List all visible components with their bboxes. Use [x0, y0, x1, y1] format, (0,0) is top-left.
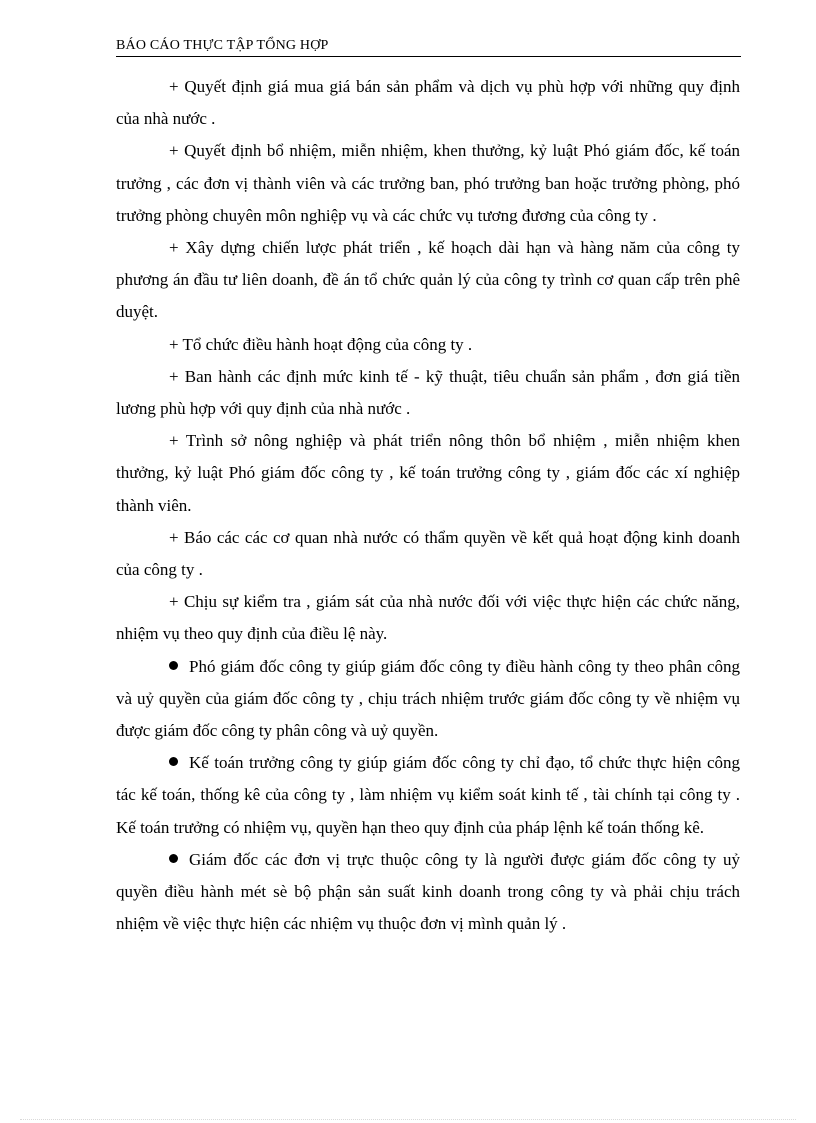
- paragraph-operations: + Tổ chức điều hành hoạt động của công ty .: [169, 334, 473, 354]
- bullet-text: Giám đốc các đơn vị trực thuộc công ty là người được giám đốc công ty uỷ quyền điều hành mét sè bộ phận sản suất kinh doanh trong công ty và phải chịu trách nhiệm về việc thực hiện các nhiệm vụ thuộc đơn vị mình quản lý .: [116, 849, 740, 934]
- paragraph-submission: + Trình sở nông nghiệp và phát triển nông thôn bổ nhiệm , miễn nhiệm khen thưởng, kỷ luật Phó giám đốc công ty , kế toán trưởng công ty , giám đốc các xí nghiệp thành viên.: [116, 431, 740, 515]
- bullet-text: Kế toán trưởng công ty giúp giám đốc công ty chỉ đạo, tổ chức thực hiện công tác kế toán, thống kê của công ty , làm nhiệm vụ kiểm soát kinh tế , tài chính tại công ty . Kế toán trưởng có nhiệm vụ, quyền hạn theo quy định của pháp lệnh kế toán thống kê.: [116, 753, 740, 837]
- paragraph-strategy: + Xây dựng chiến lược phát triển , kế hoạch dài hạn và hàng năm của công ty phương án đầu tư liên doanh, đề án tổ chức quản lý của công ty trình cơ quan cấp trên phê duyệt.: [116, 238, 740, 322]
- document-body: [116, 71, 740, 940]
- report-title: BÁO CÁO THỰC TẬP TỔNG HỢP: [116, 38, 329, 53]
- bullet-icon: [169, 661, 178, 670]
- page-bottom-divider: [20, 1119, 796, 1120]
- bullet-icon: [169, 854, 178, 863]
- bullet-text: Phó giám đốc công ty giúp giám đốc công ty điều hành công ty theo phân công và uỷ quyền của giám đốc công ty , chịu trách nhiệm trước giám đốc công ty về nhiệm vụ được giám đốc công ty phân công và uỷ quyền.: [116, 656, 740, 741]
- paragraph-inspection: + Chịu sự kiểm tra , giám sát của nhà nước đối với việc thực hiện các chức năng, nhiệm vụ theo quy định của điều lệ này.: [116, 592, 740, 644]
- paragraph-reporting: + Báo các các cơ quan nhà nước có thẩm quyền về kết quả hoạt động kinh doanh của công ty .: [116, 527, 740, 580]
- paragraph-norms: + Ban hành các định mức kinh tế - kỹ thuật, tiêu chuẩn sản phẩm , đơn giá tiền lương phù hợp với quy định của nhà nước .: [116, 366, 740, 419]
- bullet-icon: [169, 757, 178, 766]
- paragraph-appointments: + Quyết định bổ nhiệm, miễn nhiệm, khen thưởng, kỷ luật Phó giám đốc, kế toán trưởng , các đơn vị thành viên và các trưởng ban, phó trưởng ban hoặc trưởng phòng, phó trưởng phòng chuyên môn nghiệp vụ và các chức vụ tương đương của công ty .: [116, 141, 740, 225]
- bullet-item-deputy-director: [116, 651, 740, 748]
- paragraph-pricing: + Quyết định giá mua giá bán sản phẩm và dịch vụ phù hợp với những quy định của nhà nước .: [116, 77, 740, 129]
- page-header: [116, 38, 741, 57]
- bullet-item-unit-director: [116, 844, 740, 941]
- bullet-item-chief-accountant: [116, 747, 740, 844]
